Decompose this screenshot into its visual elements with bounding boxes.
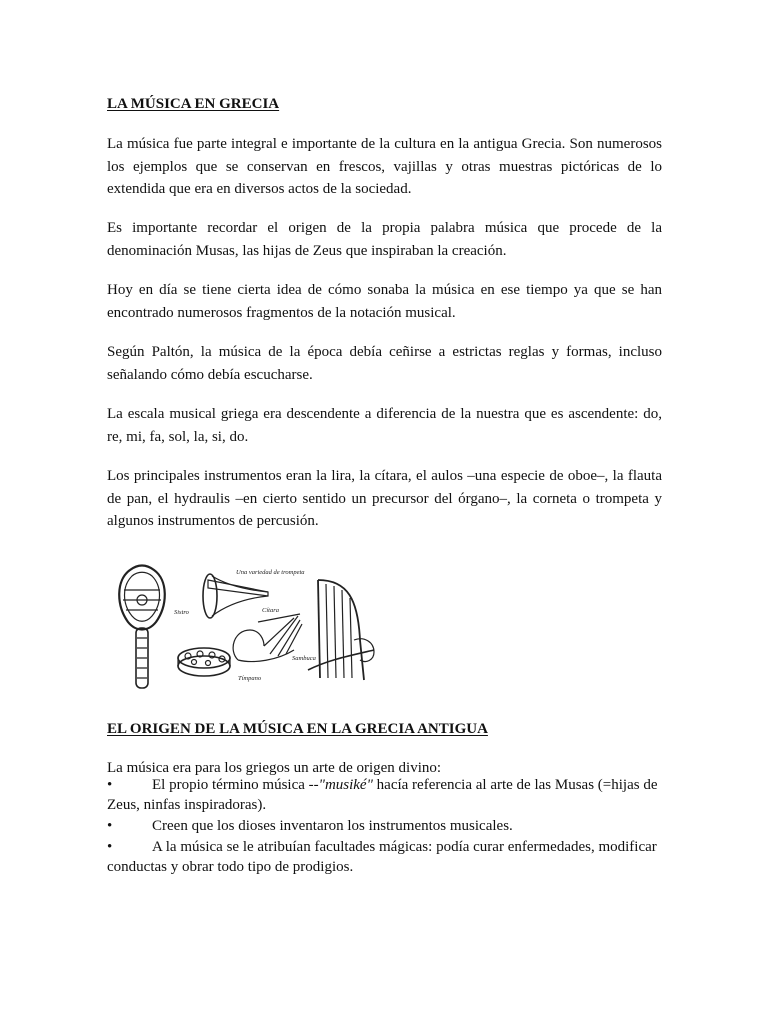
bullet-marker: • [107, 818, 113, 834]
bullet-2-text: Creen que los dioses inventaron los instrumentos musicales. [152, 818, 513, 834]
tympanum-drawing [178, 648, 230, 676]
paragraph-5: La escala musical griega era descendente a diferencia de la nuestra que es ascendente: do, re, mi, fa, sol, la, si, do. [107, 406, 662, 445]
sambuca-drawing [308, 580, 374, 680]
bullet-item-2 [107, 816, 662, 836]
label-tympanum: Tímpano [238, 675, 262, 682]
sistrum-drawing [119, 566, 165, 689]
bullet-item-3 [107, 837, 662, 877]
bullet-marker: • [107, 839, 113, 855]
bullet-1-text-b: hacía referencia al arte de las Musas (=hijas de Zeus, ninfas inspiradoras). [107, 777, 658, 813]
paragraph-4: Según Paltón, la música de la época debía ceñirse a estrictas reglas y formas, incluso señalando cómo debía escucharse. [107, 344, 662, 383]
greek-instruments-illustration [108, 560, 380, 695]
paragraph-3: Hoy en día se tiene cierta idea de cómo sonaba la música en ese tiempo ya que se han encontrado numerosos fragmentos de la notación musical. [107, 282, 662, 321]
heading-origen-musica: EL ORIGEN DE LA MÚSICA EN LA GRECIA ANTIGUA [107, 721, 488, 737]
trumpet-drawing [203, 574, 268, 618]
label-trumpet: Una variedad de trompeta [236, 569, 305, 576]
bullet-marker: • [107, 777, 113, 793]
heading-la-musica-en-grecia: LA MÚSICA EN GRECIA [107, 96, 280, 112]
paragraph-1: La música fue parte integral e importante de la cultura en la antigua Grecia. Son numerosos los ejemplos que se conservan en frescos, vajillas y otras muestras pictóricas de lo extendida que era en diversos actos de la sociedad. [107, 136, 662, 197]
label-sistrum: Sistro [174, 609, 189, 616]
bullet-1-text-a: El propio término música -- [152, 777, 319, 793]
bullet-1-italic: "musiké" [318, 777, 373, 793]
label-sambuca: Sambuca [292, 655, 316, 662]
paragraph-2: Es importante recordar el origen de la propia palabra música que procede de la denominación Musas, las hijas de Zeus que inspiraban la creación. [107, 220, 662, 259]
bullet-3-text: A la música se le atribuían facultades mágicas: podía curar enfermedades, modificar conductas y obrar todo tipo de prodigios. [107, 839, 657, 875]
bullet-item-1 [107, 775, 662, 815]
intro-text: La música era para los griegos un arte de origen divino: [107, 760, 442, 776]
paragraph-6: Los principales instrumentos eran la lira, la cítara, el aulos –una especie de oboe–, la flauta de pan, el hydraulis –en cierto sentido un precursor del órgano–, la corneta o trompeta y algunos instrumentos de percusión. [107, 468, 662, 529]
label-kithara: Cítara [262, 607, 279, 614]
